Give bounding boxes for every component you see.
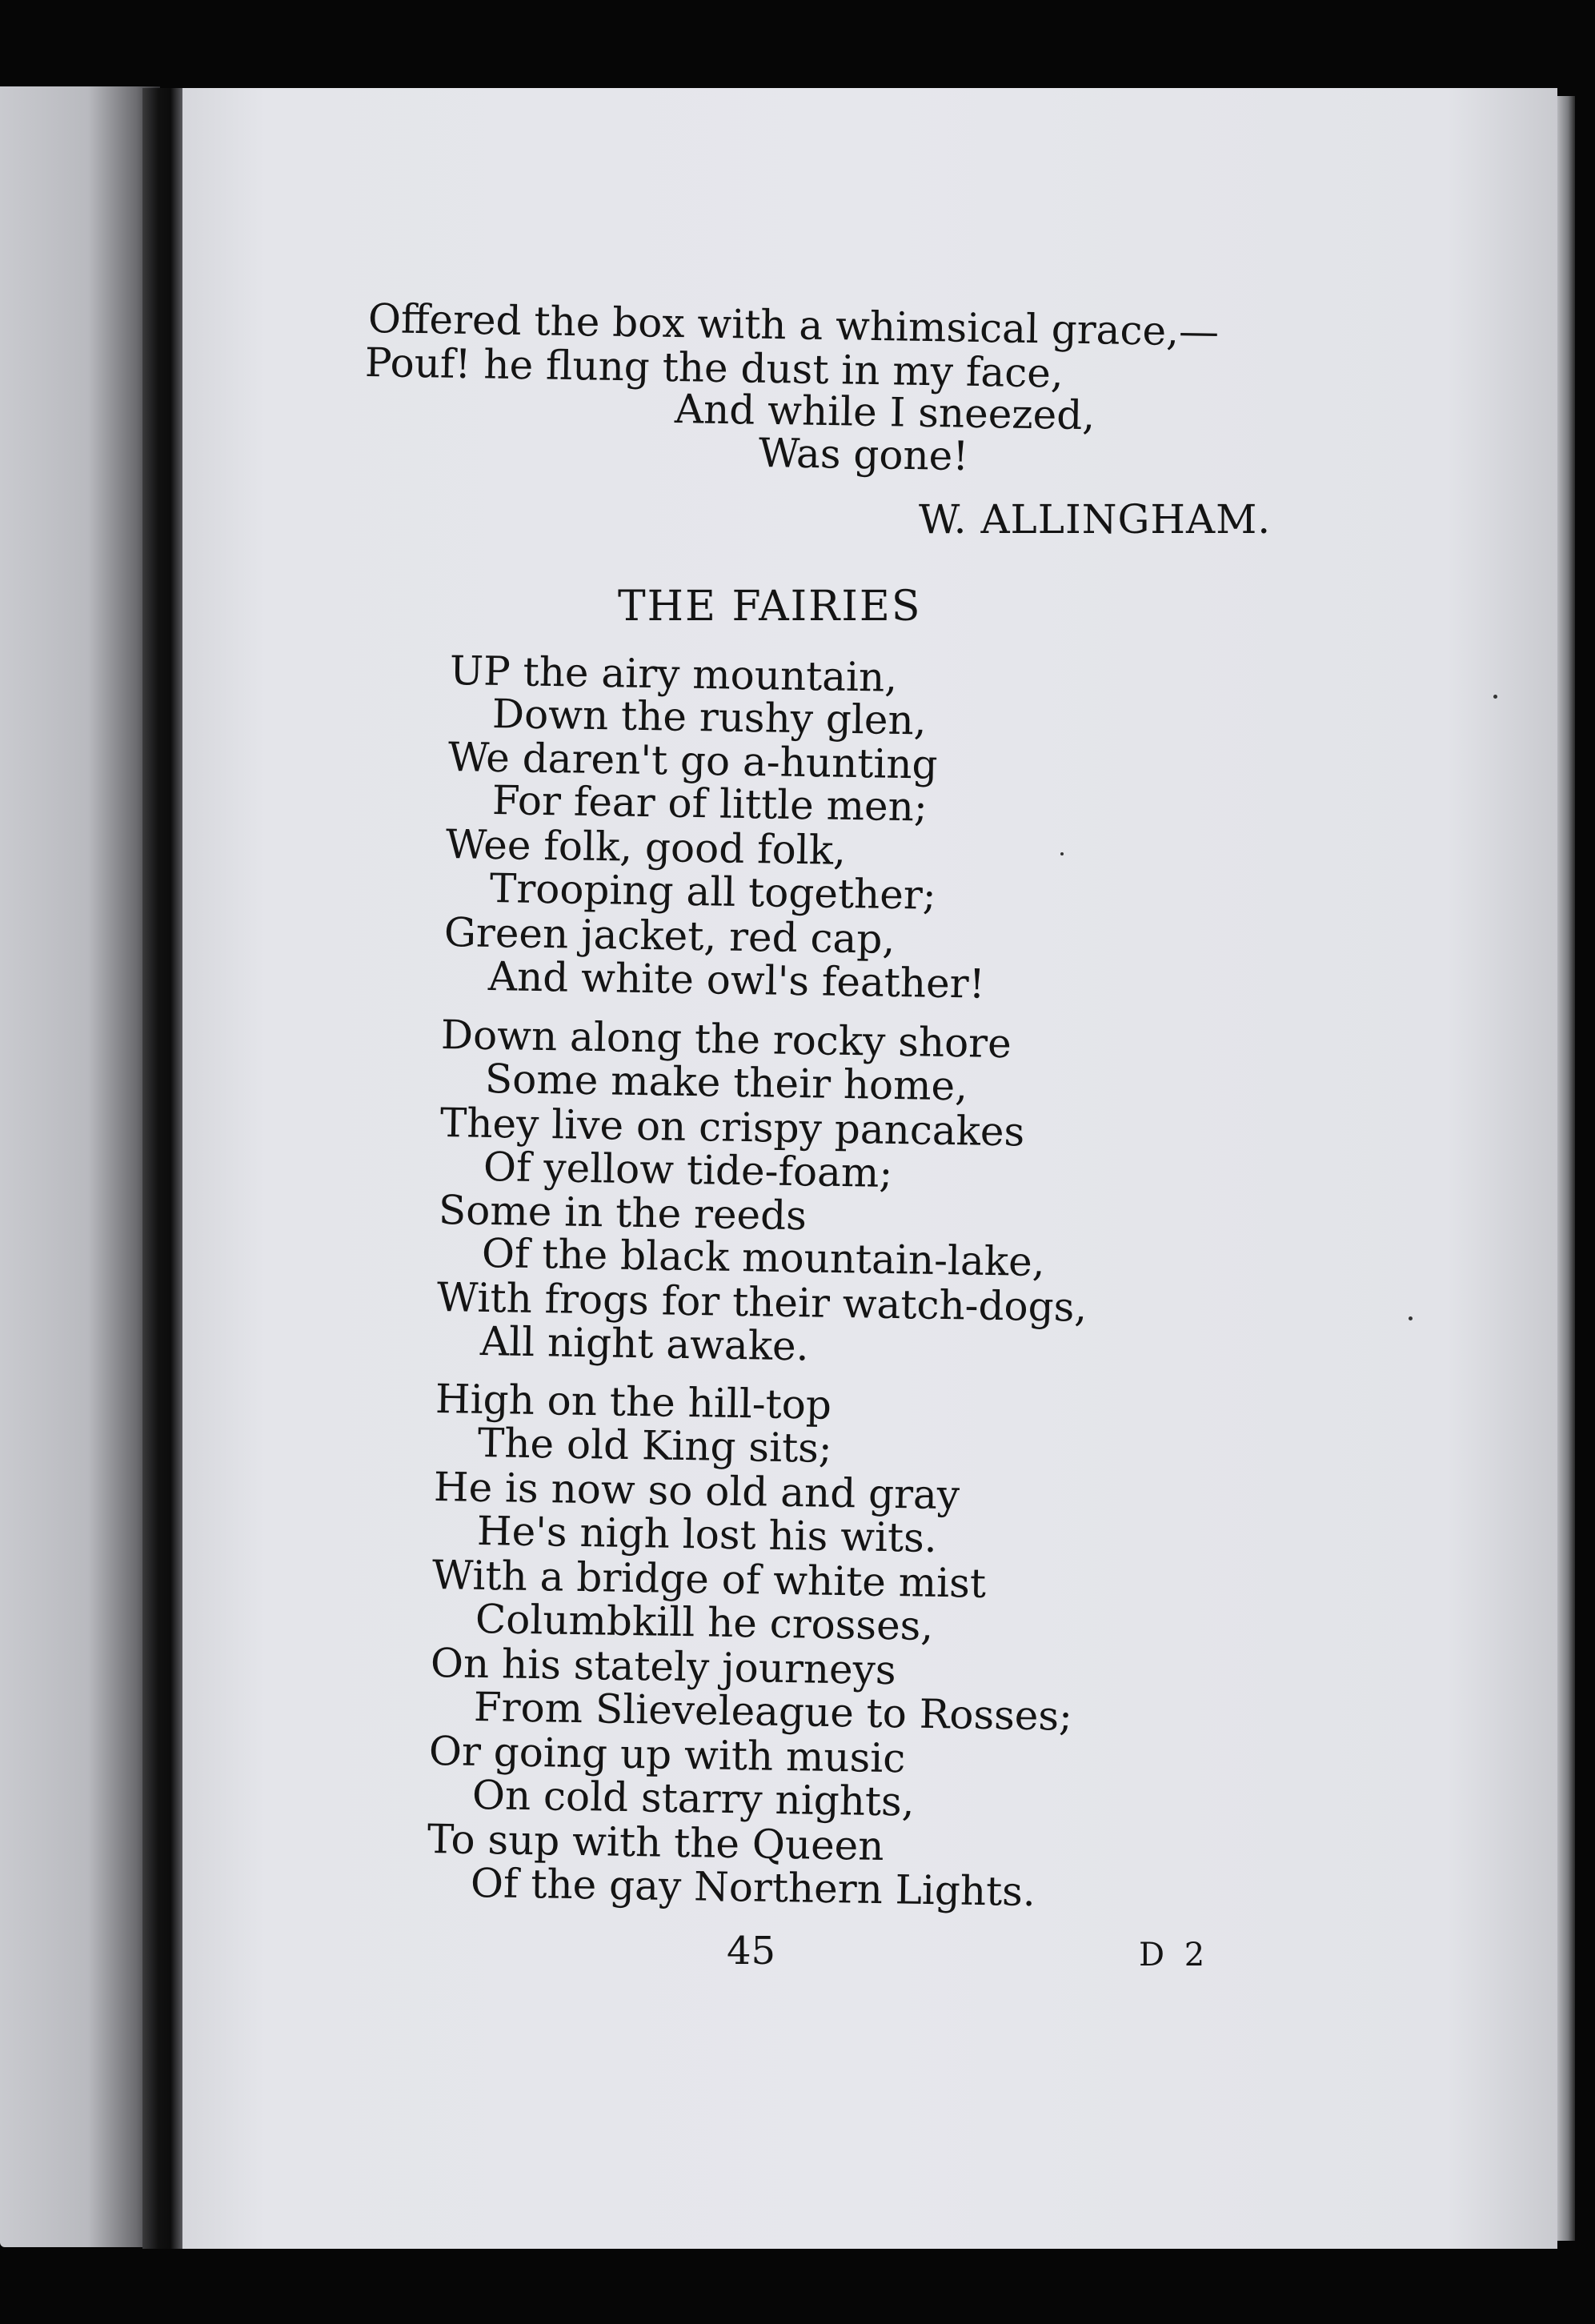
verse-line: He is now so old and gray xyxy=(433,1464,960,1519)
verse-line: Down the rushy glen, xyxy=(491,691,928,744)
verse-line: For fear of little men; xyxy=(491,777,928,831)
verse-line: Trooping all together; xyxy=(489,865,937,919)
verse-line: Down along the rocky shore xyxy=(440,1012,1012,1068)
verse-line: With frogs for their watch-dogs, xyxy=(436,1274,1088,1331)
verse-line: With a bridge of white mist xyxy=(431,1552,987,1607)
page-number: 45 xyxy=(727,1929,776,1973)
scan-speck xyxy=(1493,695,1497,699)
verse-line: Some in the reeds xyxy=(438,1187,808,1240)
verse-line: Or going up with music xyxy=(428,1728,906,1782)
verse-line: From Slieveleague to Rosses; xyxy=(473,1684,1073,1740)
verse-line: Offered the box with a whimsical grace,— xyxy=(367,295,1220,355)
verse-line: Columbkill he crosses, xyxy=(475,1596,934,1649)
printer-signature-mark: D 2 xyxy=(1139,1937,1210,1973)
verse-line: Pouf! he flung the dust in my face, xyxy=(364,339,1064,397)
verse-line: Green jacket, red cap, xyxy=(443,909,896,963)
verse-line: On cold starry nights, xyxy=(471,1772,916,1825)
poem-title: THE FAIRIES xyxy=(618,583,922,631)
verse-line: They live on crispy pancakes xyxy=(439,1100,1025,1156)
verse-line: And while I sneezed, xyxy=(674,386,1096,439)
verse-line: Wee folk, good folk, xyxy=(445,821,847,874)
verse-line: We daren't go a-hunting xyxy=(447,734,939,788)
page-edge xyxy=(1557,96,1575,2241)
scan-speck xyxy=(1409,1316,1413,1320)
verse-line: And white owl's feather! xyxy=(487,953,986,1008)
scan-speck xyxy=(1060,852,1064,855)
verse-line: Of the black mountain-lake, xyxy=(481,1230,1046,1286)
verse-line: Of yellow tide-foam; xyxy=(483,1144,893,1197)
verse-line: Some make their home, xyxy=(484,1056,968,1110)
book-gutter xyxy=(142,88,182,2249)
verse-line: Of the gay Northern Lights. xyxy=(470,1860,1036,1916)
verse-line: High on the hill-top xyxy=(435,1376,832,1428)
verse-line: UP the airy mountain, xyxy=(449,647,898,701)
author-attribution: W. ALLINGHAM. xyxy=(919,496,1272,543)
verse-line: To sup with the Queen xyxy=(427,1816,884,1869)
verse-line: The old King sits; xyxy=(477,1420,833,1472)
facing-page xyxy=(0,86,160,2247)
verse-line: Was gone! xyxy=(758,430,969,480)
verse-line: He's nigh lost his wits. xyxy=(476,1508,938,1562)
verse-line: On his stately journeys xyxy=(430,1640,897,1694)
verse-line: All night awake. xyxy=(479,1318,809,1370)
